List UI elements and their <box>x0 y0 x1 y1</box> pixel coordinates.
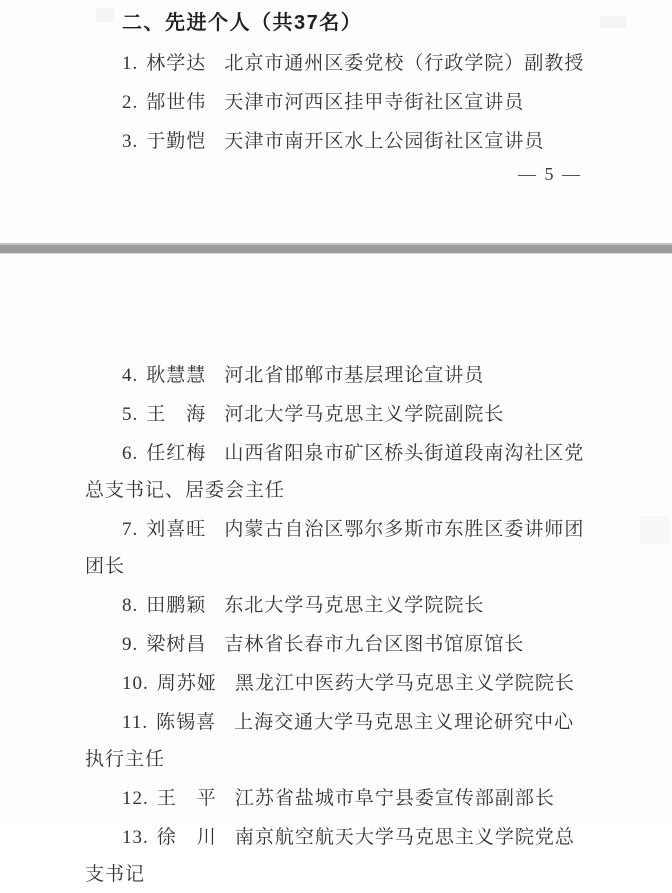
list-item <box>85 665 590 702</box>
document-page-bottom <box>0 254 672 885</box>
entry-name: 梁树昌 <box>146 634 207 655</box>
entry-number: 10. <box>122 673 149 694</box>
entry-name: 徐 川 <box>156 827 217 848</box>
entry-number: 7. <box>122 519 139 540</box>
section-heading: 二、先进个人（共37名） <box>122 12 363 34</box>
entry-affiliation: 河北大学马克思主义学院副院长 <box>224 404 505 425</box>
list-item <box>85 435 590 509</box>
list-item <box>85 780 590 817</box>
entry-affiliation: 南京航空航天大学马克思主义学院党总支书记 <box>85 827 575 885</box>
list-item <box>85 396 590 433</box>
entry-name: 林学达 <box>146 53 207 74</box>
entry-name: 周苏娅 <box>156 673 217 694</box>
entry-number: 13. <box>122 827 149 848</box>
page-number: — 5 — <box>518 164 582 184</box>
entry-name: 王 海 <box>146 404 207 425</box>
list-item <box>85 511 590 585</box>
scan-artifact <box>640 516 670 544</box>
entry-affiliation: 内蒙古自治区鄂尔多斯市东胜区委讲师团团长 <box>85 519 585 577</box>
entry-affiliation: 山西省阳泉市矿区桥头街道段南沟社区党总支书记、居委会主任 <box>85 443 585 501</box>
list-item <box>85 45 590 82</box>
list-item <box>85 704 590 778</box>
entry-number: 3. <box>122 131 139 152</box>
entry-number: 11. <box>122 712 149 733</box>
entry-number: 5. <box>122 404 139 425</box>
entry-affiliation: 黑龙江中医药大学马克思主义学院院长 <box>234 673 575 694</box>
list-item <box>85 626 590 663</box>
entry-affiliation: 天津市南开区水上公园街社区宣讲员 <box>224 131 545 152</box>
entry-name: 田鹏颖 <box>146 595 207 616</box>
entry-name: 任红梅 <box>146 443 207 464</box>
list-item <box>85 819 590 893</box>
entry-name: 刘喜旺 <box>146 519 207 540</box>
list-item <box>85 587 590 624</box>
entry-name: 耿慧慧 <box>146 365 207 386</box>
entry-name: 陈锡喜 <box>156 712 217 733</box>
entry-name: 郜世伟 <box>146 92 207 113</box>
entry-affiliation: 东北大学马克思主义学院院长 <box>224 595 485 616</box>
entry-name: 于勤恺 <box>146 131 207 152</box>
list-item <box>85 84 590 121</box>
document-page-top <box>0 0 672 243</box>
entry-affiliation: 吉林省长春市九台区图书馆原馆长 <box>224 634 525 655</box>
entry-number: 6. <box>122 443 139 464</box>
list-item <box>85 123 590 160</box>
entry-affiliation: 上海交通大学马克思主义理论研究中心执行主任 <box>85 712 575 770</box>
entry-name: 王 平 <box>156 788 217 809</box>
entry-number: 12. <box>122 788 149 809</box>
entry-number: 1. <box>122 53 139 74</box>
entry-affiliation: 河北省邯郸市基层理论宣讲员 <box>224 365 485 386</box>
entry-number: 4. <box>122 365 139 386</box>
entry-affiliation: 江苏省盐城市阜宁县委宣传部副部长 <box>234 788 555 809</box>
page-break-divider <box>0 243 672 254</box>
entry-affiliation: 天津市河西区挂甲寺街社区宣讲员 <box>224 92 525 113</box>
entry-number: 2. <box>122 92 139 113</box>
list-item <box>85 357 590 394</box>
scan-artifact <box>600 16 626 28</box>
entry-number: 9. <box>122 634 139 655</box>
entry-number: 8. <box>122 595 139 616</box>
entry-affiliation: 北京市通州区委党校（行政学院）副教授 <box>224 53 585 74</box>
